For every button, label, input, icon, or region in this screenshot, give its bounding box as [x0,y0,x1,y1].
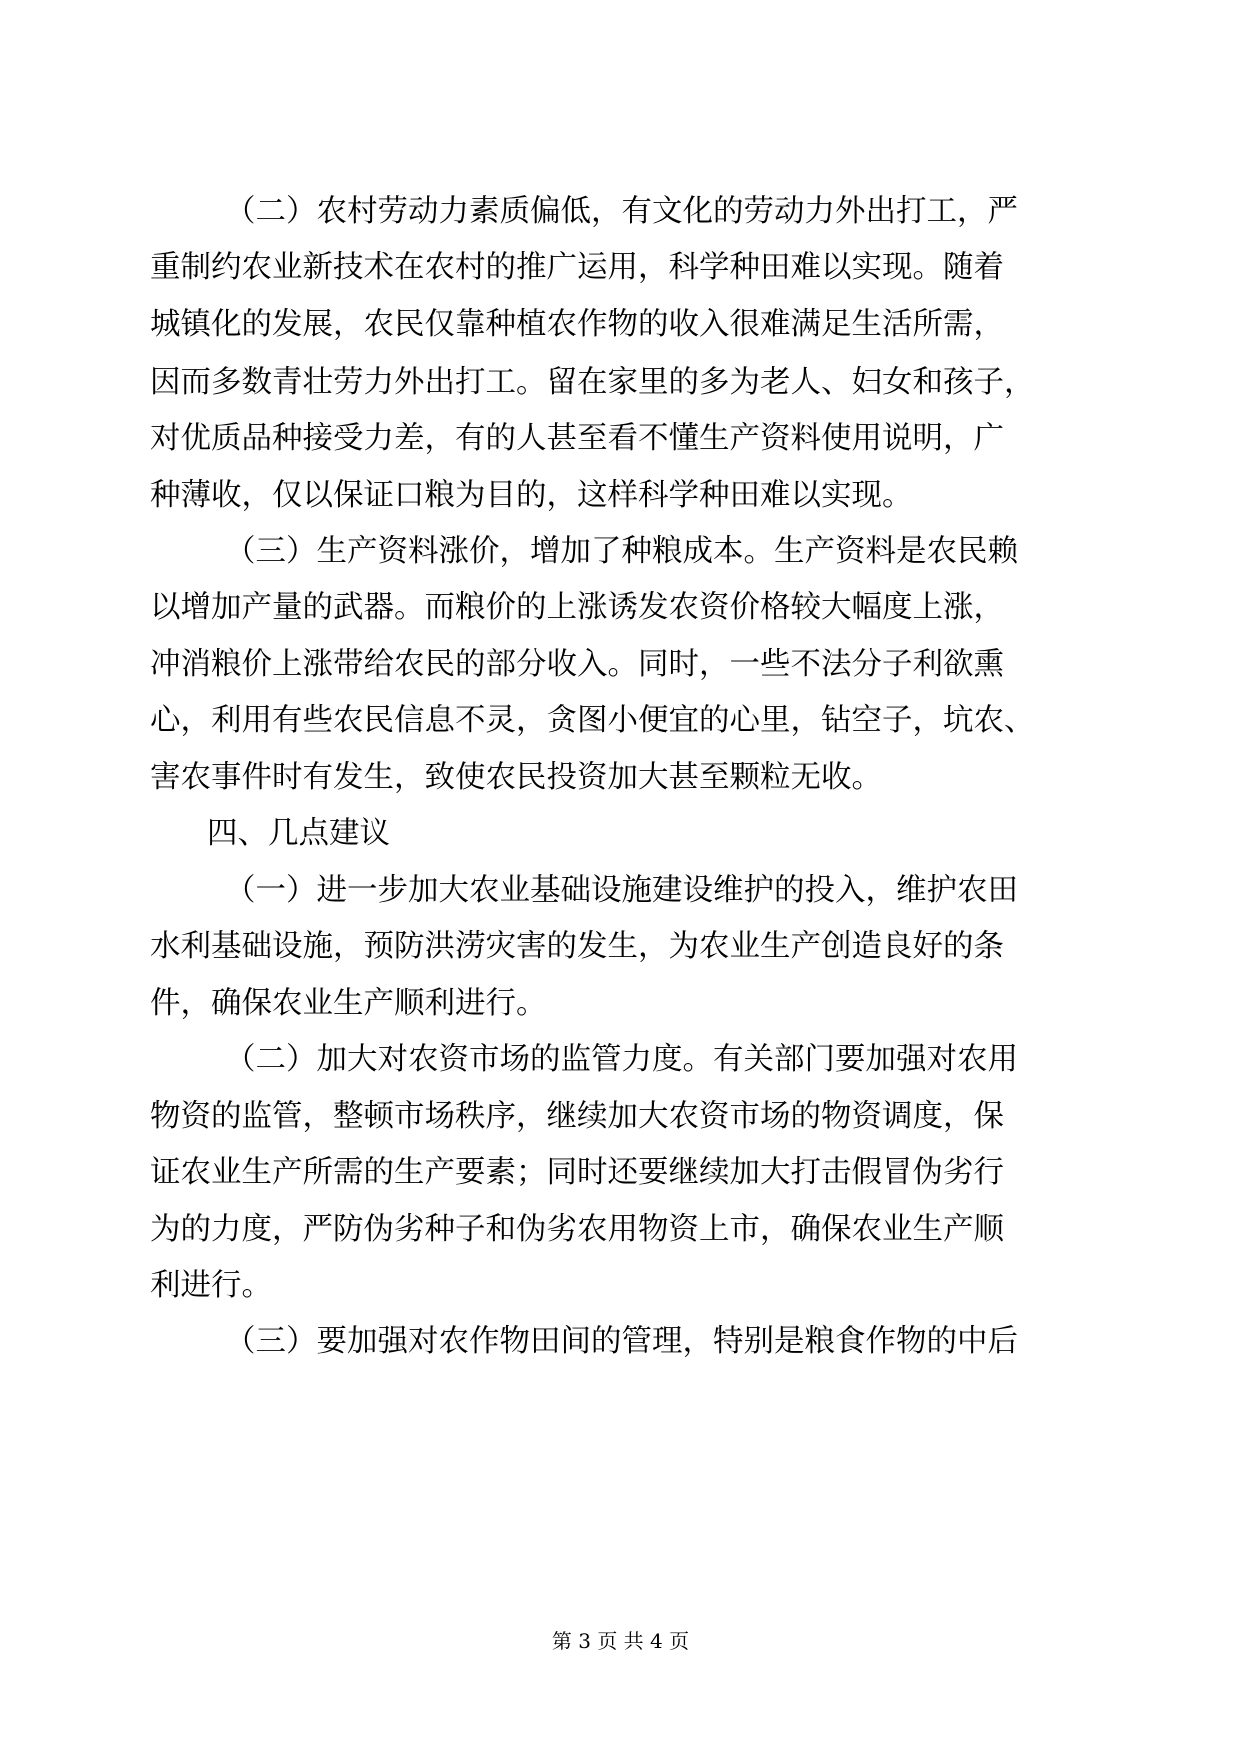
text-line: （一）进一步加大农业基础设施建设维护的投入，维护农田 [225,873,1018,908]
text-line: （三）要加强对农作物田间的管理，特别是粮食作物的中后 [225,1324,1018,1359]
text-line: 以增加产量的武器。而粮价的上涨诱发农资价格较大幅度上涨， [150,590,1004,625]
page-footer: 第 3 页 共 4 页 [551,1629,690,1653]
text-line: 为的力度，严防伪劣种子和伪劣农用物资上市，确保农业生产顺 [150,1212,1004,1247]
text-line: 重制约农业新技术在农村的推广运用，科学种田难以实现。随着 [150,250,1004,285]
text-line: 证农业生产所需的生产要素；同时还要继续加大打击假冒伪劣行 [150,1155,1004,1190]
text-line: （二）农村劳动力素质偏低，有文化的劳动力外出打工，严 [225,194,1018,229]
text-line: 件，确保农业生产顺利进行。 [150,986,547,1021]
text-line: 利进行。 [150,1268,272,1303]
text-line: 对优质品种接受力差，有的人甚至看不懂生产资料使用说明，广 [150,421,1004,456]
text-line: 心，利用有些农民信息不灵，贪图小便宜的心里，钻空子，坑农、 [150,703,1035,738]
text-line: （二）加大对农资市场的监管力度。有关部门要加强对农用 [225,1042,1018,1077]
text-line: 水利基础设施，预防洪涝灾害的发生，为农业生产创造良好的条 [150,929,1004,964]
text-line: 害农事件时有发生，致使农民投资加大甚至颗粒无收。 [150,760,882,795]
text-line: 物资的监管，整顿市场秩序，继续加大农资市场的物资调度，保 [150,1099,1004,1134]
text-line: 因而多数青壮劳力外出打工。留在家里的多为老人、妇女和孩子， [150,365,1035,400]
text-line: 四、几点建议 [207,816,390,851]
text-line: 种薄收，仅以保证口粮为目的，这样科学种田难以实现。 [150,478,913,513]
text-line: （三）生产资料涨价，增加了种粮成本。生产资料是农民赖 [225,534,1018,569]
text-line: 冲消粮价上涨带给农民的部分收入。同时，一些不法分子利欲熏 [150,647,1004,682]
text-line: 城镇化的发展，农民仅靠种植农作物的收入很难满足生活所需， [150,307,1004,342]
